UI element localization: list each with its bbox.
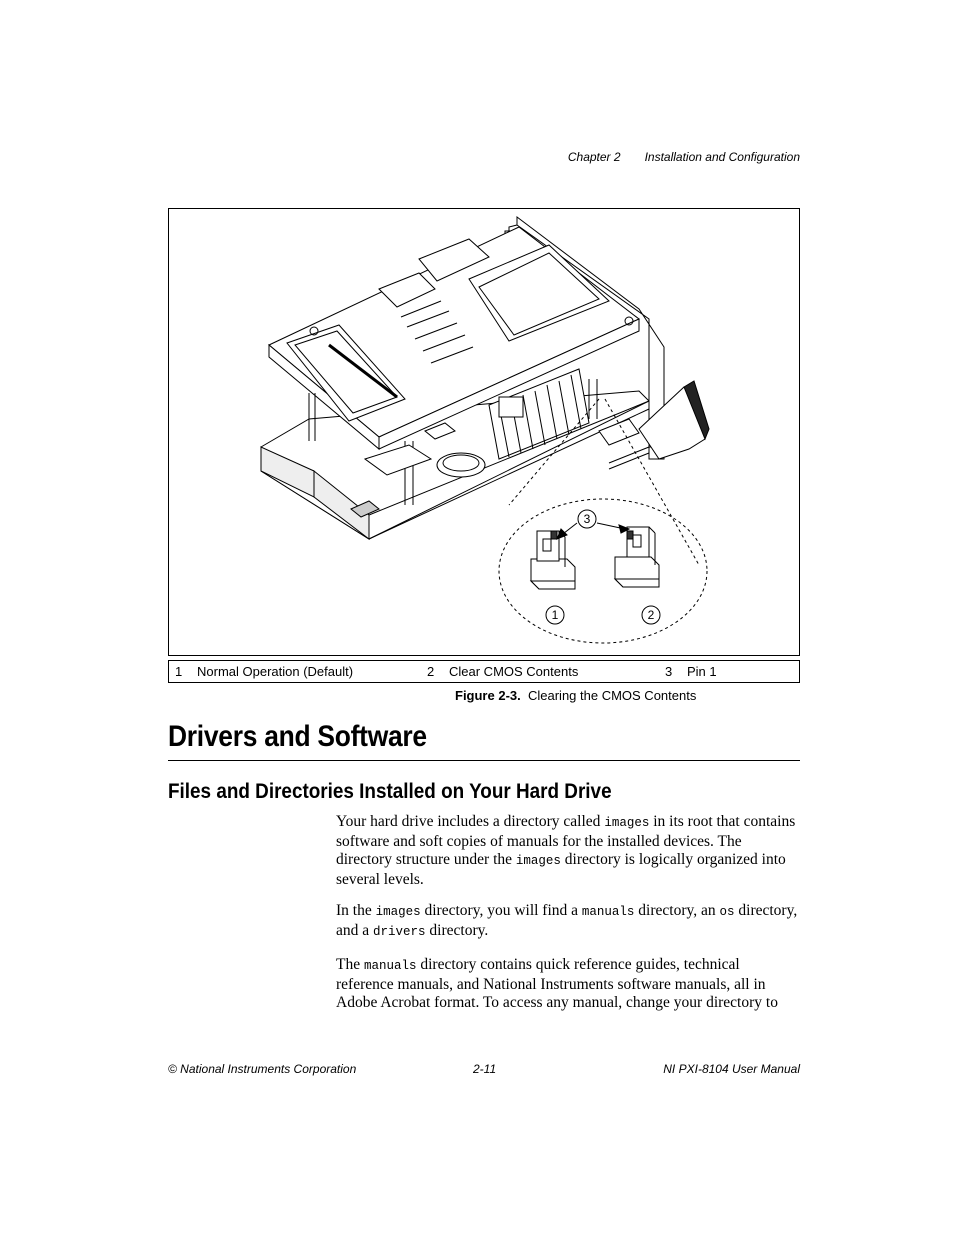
callout-1 bbox=[546, 606, 564, 624]
paragraph-manuals-directory bbox=[336, 956, 800, 1013]
legend-num: 3 bbox=[665, 664, 673, 679]
running-header bbox=[568, 150, 800, 164]
legend-item-1 bbox=[175, 664, 353, 679]
text-run: in its root that contains software and soft copies of manuals for the installed devices. The directory structure under the bbox=[336, 813, 796, 869]
text-run: directory, an bbox=[634, 902, 720, 919]
code-drivers: drivers bbox=[373, 924, 426, 939]
legend-item-2 bbox=[427, 664, 578, 679]
text-run: directory is logically organized into several levels. bbox=[336, 851, 786, 889]
callout-3-label: 3 bbox=[583, 512, 591, 526]
legend-label: Clear CMOS Contents bbox=[449, 664, 579, 679]
text-run: directory contains quick reference guides, technical reference manuals, and National Instruments software manuals, all in Adobe Acrobat format. To access any manual, change your directory to bbox=[336, 956, 778, 1012]
callout-3 bbox=[578, 510, 596, 528]
legend-label: Pin 1 bbox=[687, 664, 717, 679]
jumper-clear-cmos bbox=[615, 527, 659, 587]
code-images: images bbox=[375, 905, 421, 919]
text-run: The bbox=[336, 956, 364, 973]
figure-caption-text: Clearing the CMOS Contents bbox=[527, 688, 697, 703]
legend-num: 2 bbox=[427, 664, 435, 679]
legend-num: 1 bbox=[175, 664, 183, 679]
callout-2 bbox=[642, 606, 660, 624]
paragraph-images-directory bbox=[336, 813, 800, 890]
code-images: images bbox=[515, 854, 561, 869]
section-title: Drivers and Software bbox=[168, 720, 427, 753]
figure-caption bbox=[455, 688, 696, 703]
footer-page-number: 2-11 bbox=[473, 1062, 497, 1076]
callout-1-label: 1 bbox=[551, 608, 559, 622]
callout-2-label: 2 bbox=[647, 608, 655, 622]
paragraph-subdirectories bbox=[336, 902, 800, 941]
legend-item-3 bbox=[665, 664, 717, 679]
text-run: directory, you will find a bbox=[420, 902, 582, 919]
jumper-normal-operation bbox=[531, 531, 575, 589]
code-manuals: manuals bbox=[581, 905, 635, 919]
header-section: Installation and Configuration bbox=[644, 150, 800, 164]
text-run: Your hard drive includes a directory called bbox=[336, 813, 605, 830]
code-os: os bbox=[719, 905, 735, 919]
section-rule bbox=[168, 760, 800, 761]
subsection-title: Files and Directories Installed on Your Hard Drive bbox=[168, 780, 612, 803]
footer-copyright: © National Instruments Corporation bbox=[168, 1062, 357, 1076]
legend-label: Normal Operation (Default) bbox=[197, 664, 354, 679]
text-run: In the bbox=[336, 902, 376, 919]
header-chapter: Chapter 2 bbox=[567, 150, 621, 164]
figure-legend bbox=[168, 660, 800, 683]
text-run: directory. bbox=[425, 921, 489, 939]
cmos-jumper-drawing bbox=[169, 209, 799, 655]
footer-manual-title: NI PXI-8104 User Manual bbox=[663, 1062, 800, 1076]
figure-caption-label: Figure 2-3. bbox=[455, 688, 521, 703]
figure-illustration bbox=[168, 208, 800, 656]
code-images: images bbox=[604, 816, 650, 830]
text-run: directory, and a bbox=[336, 902, 798, 939]
code-manuals: manuals bbox=[363, 959, 417, 973]
